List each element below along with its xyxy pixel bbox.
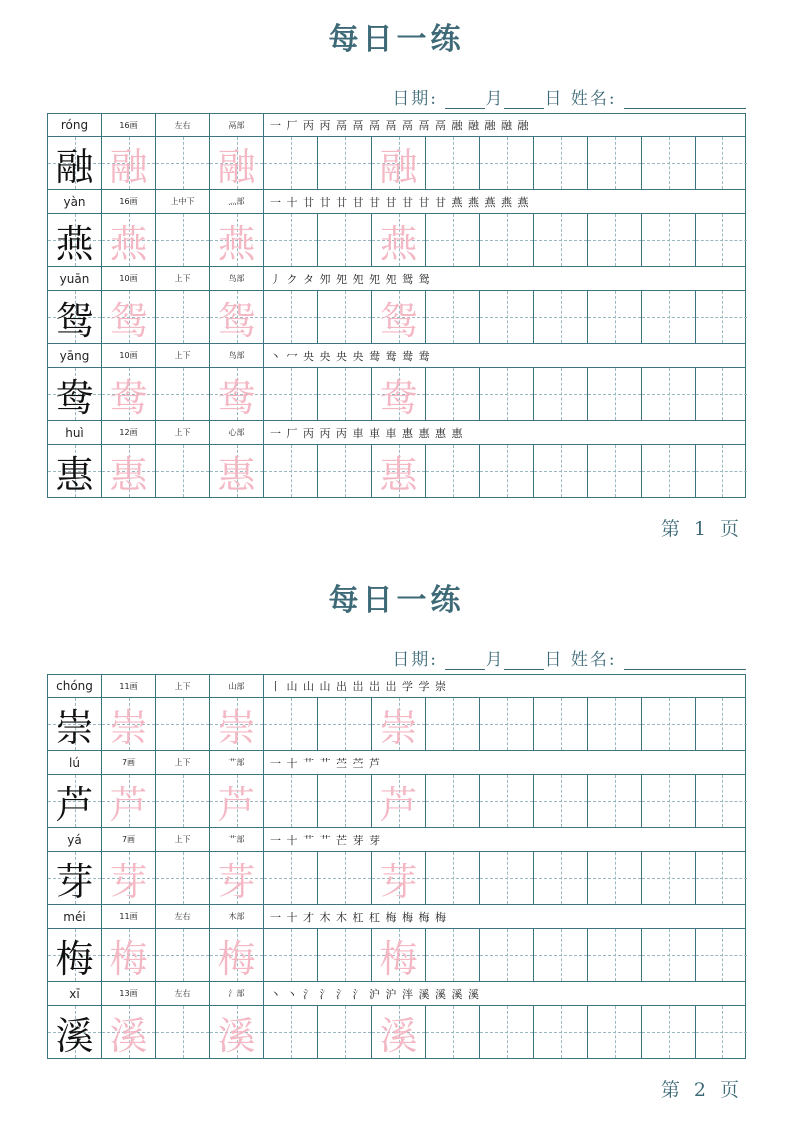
character-info-row bbox=[47, 828, 746, 851]
trace-character: 溪 bbox=[217, 1013, 256, 1058]
practice-box[interactable] bbox=[426, 445, 480, 497]
page-number: 第 2 页 bbox=[660, 1079, 743, 1101]
practice-box[interactable] bbox=[210, 368, 264, 420]
writing-box-row bbox=[47, 213, 746, 267]
practice-box[interactable] bbox=[102, 214, 156, 266]
pinyin-label: huì bbox=[48, 421, 102, 444]
practice-grid bbox=[47, 113, 746, 498]
character-info-row bbox=[47, 674, 746, 697]
practice-box[interactable] bbox=[372, 775, 426, 827]
practice-box[interactable] bbox=[588, 445, 642, 497]
practice-box[interactable] bbox=[696, 698, 747, 750]
practice-box[interactable] bbox=[264, 852, 318, 904]
radical-label: 心部 bbox=[210, 421, 264, 444]
model-character-box bbox=[48, 368, 102, 420]
practice-box[interactable] bbox=[156, 929, 210, 981]
radical-label: 灬部 bbox=[210, 190, 264, 213]
day-blank[interactable] bbox=[504, 653, 544, 670]
practice-box[interactable] bbox=[264, 775, 318, 827]
trace-character: 芦 bbox=[217, 782, 256, 827]
practice-box[interactable] bbox=[318, 445, 372, 497]
radical-label: 艹部 bbox=[210, 828, 264, 851]
date-name-line bbox=[392, 645, 746, 670]
model-character-box bbox=[48, 775, 102, 827]
month-blank[interactable] bbox=[445, 653, 485, 670]
trace-character: 芦 bbox=[109, 782, 148, 827]
practice-box[interactable] bbox=[156, 214, 210, 266]
pinyin-label: yá bbox=[48, 828, 102, 851]
practice-box[interactable] bbox=[426, 1006, 480, 1058]
practice-box[interactable] bbox=[210, 445, 264, 497]
practice-box[interactable] bbox=[156, 698, 210, 750]
model-character-box bbox=[48, 698, 102, 750]
trace-character: 鸳 bbox=[379, 298, 418, 343]
trace-character: 鸯 bbox=[379, 375, 418, 420]
practice-box[interactable] bbox=[372, 291, 426, 343]
practice-box[interactable] bbox=[480, 368, 534, 420]
model-character-box bbox=[48, 214, 102, 266]
stroke-count-label: 13画 bbox=[102, 982, 156, 1005]
structure-label: 上下 bbox=[156, 751, 210, 774]
date-name-line bbox=[392, 84, 746, 109]
writing-box-row bbox=[47, 136, 746, 190]
practice-box[interactable] bbox=[264, 1006, 318, 1058]
trace-character: 芽 bbox=[217, 859, 256, 904]
practice-box[interactable] bbox=[426, 852, 480, 904]
radical-label: 鸟部 bbox=[210, 267, 264, 290]
practice-box[interactable] bbox=[210, 291, 264, 343]
day-label: 日 bbox=[544, 89, 564, 109]
stroke-order-sequence: 丶 冖 央 央 央 央 鸯 鸯 鸯 鸯 bbox=[270, 349, 431, 363]
practice-box[interactable] bbox=[588, 137, 642, 189]
practice-box[interactable] bbox=[318, 137, 372, 189]
trace-character: 梅 bbox=[109, 936, 148, 981]
practice-box[interactable] bbox=[588, 291, 642, 343]
practice-box[interactable] bbox=[426, 137, 480, 189]
trace-character: 鸳 bbox=[109, 298, 148, 343]
practice-box[interactable] bbox=[480, 852, 534, 904]
practice-box[interactable] bbox=[642, 929, 696, 981]
model-character: 惠 bbox=[55, 452, 94, 497]
date-label: 日期: bbox=[392, 650, 439, 670]
practice-box[interactable] bbox=[102, 445, 156, 497]
character-info-row bbox=[47, 905, 746, 928]
structure-label: 上中下 bbox=[156, 190, 210, 213]
stroke-count-label: 7画 bbox=[102, 828, 156, 851]
practice-box[interactable] bbox=[534, 929, 588, 981]
practice-box[interactable] bbox=[534, 775, 588, 827]
practice-box[interactable] bbox=[642, 214, 696, 266]
structure-label: 左右 bbox=[156, 114, 210, 137]
page-number: 第 1 页 bbox=[660, 518, 743, 540]
practice-box[interactable] bbox=[696, 775, 747, 827]
practice-box[interactable] bbox=[372, 1006, 426, 1058]
stroke-count-label: 10画 bbox=[102, 267, 156, 290]
model-character: 崇 bbox=[55, 705, 94, 750]
character-info-row bbox=[47, 190, 746, 213]
practice-box[interactable] bbox=[696, 929, 747, 981]
pinyin-label: méi bbox=[48, 905, 102, 928]
practice-box[interactable] bbox=[210, 929, 264, 981]
trace-character: 芽 bbox=[379, 859, 418, 904]
practice-box[interactable] bbox=[102, 698, 156, 750]
practice-box[interactable] bbox=[102, 137, 156, 189]
pinyin-label: yàn bbox=[48, 190, 102, 213]
practice-box[interactable] bbox=[372, 445, 426, 497]
date-label: 日期: bbox=[392, 89, 439, 109]
practice-box[interactable] bbox=[642, 852, 696, 904]
day-label: 日 bbox=[544, 650, 564, 670]
practice-box[interactable] bbox=[210, 214, 264, 266]
writing-box-row bbox=[47, 367, 746, 421]
practice-box[interactable] bbox=[372, 214, 426, 266]
practice-box[interactable] bbox=[480, 929, 534, 981]
practice-box[interactable] bbox=[264, 929, 318, 981]
practice-box[interactable] bbox=[264, 698, 318, 750]
practice-box[interactable] bbox=[696, 368, 747, 420]
radical-label: 山部 bbox=[210, 675, 264, 698]
stroke-order-sequence: 丶 丶 氵 氵 氵 氵 沪 沪 泮 溪 溪 溪 溪 bbox=[270, 987, 480, 1001]
character-info-row bbox=[47, 751, 746, 774]
practice-box[interactable] bbox=[534, 368, 588, 420]
model-character-box bbox=[48, 929, 102, 981]
trace-character: 溪 bbox=[379, 1013, 418, 1058]
structure-label: 左右 bbox=[156, 905, 210, 928]
practice-box[interactable] bbox=[480, 1006, 534, 1058]
trace-character: 燕 bbox=[217, 221, 256, 266]
practice-box[interactable] bbox=[696, 1006, 747, 1058]
practice-box[interactable] bbox=[102, 1006, 156, 1058]
character-entry bbox=[47, 982, 746, 1059]
stroke-count-label: 11画 bbox=[102, 905, 156, 928]
name-label: 姓名: bbox=[570, 89, 617, 109]
character-info-row bbox=[47, 344, 746, 367]
pinyin-label: yuān bbox=[48, 267, 102, 290]
practice-box[interactable] bbox=[156, 775, 210, 827]
practice-box[interactable] bbox=[480, 137, 534, 189]
model-character: 芦 bbox=[55, 782, 94, 827]
stroke-count-label: 12画 bbox=[102, 421, 156, 444]
radical-label: 鸟部 bbox=[210, 344, 264, 367]
name-label: 姓名: bbox=[570, 650, 617, 670]
structure-label: 上下 bbox=[156, 675, 210, 698]
practice-box[interactable] bbox=[372, 368, 426, 420]
character-entry bbox=[47, 267, 746, 344]
model-character: 燕 bbox=[55, 221, 94, 266]
pinyin-label: xī bbox=[48, 982, 102, 1005]
practice-box[interactable] bbox=[534, 137, 588, 189]
trace-character: 鸯 bbox=[109, 375, 148, 420]
trace-character: 崇 bbox=[109, 705, 148, 750]
practice-box[interactable] bbox=[156, 368, 210, 420]
practice-box[interactable] bbox=[264, 445, 318, 497]
radical-label: 木部 bbox=[210, 905, 264, 928]
practice-box[interactable] bbox=[642, 1006, 696, 1058]
stroke-count-label: 16画 bbox=[102, 190, 156, 213]
structure-label: 上下 bbox=[156, 344, 210, 367]
model-character: 鸳 bbox=[55, 298, 94, 343]
trace-character: 溪 bbox=[109, 1013, 148, 1058]
practice-box[interactable] bbox=[480, 775, 534, 827]
practice-box[interactable] bbox=[264, 214, 318, 266]
pinyin-label: lú bbox=[48, 751, 102, 774]
practice-box[interactable] bbox=[426, 291, 480, 343]
name-blank[interactable] bbox=[624, 92, 746, 109]
stroke-count-label: 11画 bbox=[102, 675, 156, 698]
practice-box[interactable] bbox=[210, 137, 264, 189]
structure-label: 上下 bbox=[156, 267, 210, 290]
writing-box-row bbox=[47, 444, 746, 498]
stroke-order-sequence: 丨 山 山 山 出 岀 岀 岀 学 学 崇 bbox=[270, 680, 447, 693]
trace-character: 惠 bbox=[217, 452, 256, 497]
page-title: 每日一练 bbox=[328, 22, 465, 57]
practice-box[interactable] bbox=[372, 852, 426, 904]
pinyin-label: yāng bbox=[48, 344, 102, 367]
practice-box[interactable] bbox=[102, 368, 156, 420]
practice-box[interactable] bbox=[588, 698, 642, 750]
character-entry bbox=[47, 344, 746, 421]
model-character: 鸯 bbox=[55, 375, 94, 420]
character-entry bbox=[47, 674, 746, 751]
practice-box[interactable] bbox=[426, 698, 480, 750]
practice-box[interactable] bbox=[588, 929, 642, 981]
practice-grid bbox=[47, 674, 746, 1059]
model-character-box bbox=[48, 852, 102, 904]
practice-box[interactable] bbox=[534, 852, 588, 904]
practice-box[interactable] bbox=[156, 291, 210, 343]
structure-label: 上下 bbox=[156, 421, 210, 444]
trace-character: 梅 bbox=[379, 936, 418, 981]
practice-box[interactable] bbox=[534, 1006, 588, 1058]
practice-box[interactable] bbox=[156, 1006, 210, 1058]
practice-box[interactable] bbox=[210, 1006, 264, 1058]
practice-box[interactable] bbox=[372, 698, 426, 750]
practice-box[interactable] bbox=[534, 698, 588, 750]
trace-character: 芦 bbox=[379, 782, 418, 827]
practice-box[interactable] bbox=[102, 852, 156, 904]
practice-box[interactable] bbox=[372, 137, 426, 189]
character-entry bbox=[47, 190, 746, 267]
character-entry bbox=[47, 828, 746, 905]
practice-box[interactable] bbox=[318, 1006, 372, 1058]
trace-character: 崇 bbox=[217, 705, 256, 750]
character-entry bbox=[47, 905, 746, 982]
character-entry bbox=[47, 113, 746, 190]
practice-box[interactable] bbox=[102, 291, 156, 343]
practice-box[interactable] bbox=[588, 775, 642, 827]
practice-box[interactable] bbox=[588, 368, 642, 420]
stroke-order-sequence: 一 厂 丙 丙 鬲 鬲 鬲 鬲 鬲 鬲 鬲 融 融 融 融 融 bbox=[270, 119, 530, 132]
practice-box[interactable] bbox=[318, 291, 372, 343]
trace-character: 融 bbox=[109, 144, 148, 189]
model-character-box bbox=[48, 445, 102, 497]
trace-character: 惠 bbox=[109, 452, 148, 497]
practice-box[interactable] bbox=[318, 852, 372, 904]
stroke-order-sequence: 一 十 才 木 木 杠 杠 梅 梅 梅 梅 bbox=[270, 910, 447, 924]
pinyin-label: chóng bbox=[48, 675, 102, 698]
writing-box-row bbox=[47, 290, 746, 344]
practice-box[interactable] bbox=[426, 214, 480, 266]
radical-label: 鬲部 bbox=[210, 114, 264, 137]
practice-box[interactable] bbox=[588, 214, 642, 266]
stroke-order-sequence: 丿 ク タ 夘 夗 夗 夗 夗 鸳 鸳 bbox=[270, 272, 431, 286]
practice-box[interactable] bbox=[318, 214, 372, 266]
trace-character: 燕 bbox=[109, 221, 148, 266]
model-character-box bbox=[48, 291, 102, 343]
practice-box[interactable] bbox=[696, 214, 747, 266]
trace-character: 融 bbox=[379, 144, 418, 189]
practice-box[interactable] bbox=[696, 291, 747, 343]
stroke-order-sequence: 一 厂 丙 丙 丙 車 車 車 惠 惠 惠 惠 bbox=[270, 426, 464, 440]
model-character-box bbox=[48, 137, 102, 189]
practice-box[interactable] bbox=[210, 852, 264, 904]
day-blank[interactable] bbox=[504, 92, 544, 109]
writing-box-row bbox=[47, 851, 746, 905]
month-blank[interactable] bbox=[445, 92, 485, 109]
model-character: 梅 bbox=[55, 936, 94, 981]
practice-box[interactable] bbox=[534, 291, 588, 343]
practice-box[interactable] bbox=[264, 291, 318, 343]
character-entry bbox=[47, 421, 746, 498]
practice-box[interactable] bbox=[480, 698, 534, 750]
trace-character: 鸯 bbox=[217, 375, 256, 420]
practice-box[interactable] bbox=[210, 775, 264, 827]
trace-character: 崇 bbox=[379, 705, 418, 750]
pinyin-label: róng bbox=[48, 114, 102, 137]
model-character-box bbox=[48, 1006, 102, 1058]
practice-box[interactable] bbox=[696, 445, 747, 497]
practice-box[interactable] bbox=[264, 137, 318, 189]
practice-box[interactable] bbox=[480, 291, 534, 343]
practice-box[interactable] bbox=[156, 852, 210, 904]
practice-box[interactable] bbox=[210, 698, 264, 750]
practice-box[interactable] bbox=[426, 775, 480, 827]
practice-box[interactable] bbox=[696, 852, 747, 904]
character-info-row bbox=[47, 421, 746, 444]
practice-box[interactable] bbox=[696, 137, 747, 189]
structure-label: 左右 bbox=[156, 982, 210, 1005]
practice-box[interactable] bbox=[480, 214, 534, 266]
practice-box[interactable] bbox=[588, 852, 642, 904]
radical-label: 氵部 bbox=[210, 982, 264, 1005]
practice-box[interactable] bbox=[426, 929, 480, 981]
practice-box[interactable] bbox=[480, 445, 534, 497]
practice-box[interactable] bbox=[534, 445, 588, 497]
practice-box[interactable] bbox=[642, 698, 696, 750]
trace-character: 梅 bbox=[217, 936, 256, 981]
writing-box-row bbox=[47, 774, 746, 828]
stroke-count-label: 7画 bbox=[102, 751, 156, 774]
model-character: 芽 bbox=[55, 859, 94, 904]
stroke-order-sequence: 一 十 艹 艹 苎 苎 芦 bbox=[270, 756, 381, 770]
trace-character: 融 bbox=[217, 144, 256, 189]
trace-character: 鸳 bbox=[217, 298, 256, 343]
writing-box-row bbox=[47, 697, 746, 751]
stroke-order-sequence: 一 十 艹 艹 芒 芽 芽 bbox=[270, 833, 381, 847]
stroke-order-sequence: 一 十 廿 廿 廿 甘 甘 甘 甘 甘 甘 燕 燕 燕 燕 燕 bbox=[270, 195, 530, 209]
trace-character: 芽 bbox=[109, 859, 148, 904]
month-label: 月 bbox=[485, 650, 505, 670]
stroke-count-label: 10画 bbox=[102, 344, 156, 367]
structure-label: 上下 bbox=[156, 828, 210, 851]
model-character: 溪 bbox=[55, 1013, 94, 1058]
practice-box[interactable] bbox=[426, 368, 480, 420]
writing-box-row bbox=[47, 928, 746, 982]
page-title: 每日一练 bbox=[328, 583, 465, 618]
practice-box[interactable] bbox=[102, 929, 156, 981]
practice-box[interactable] bbox=[318, 929, 372, 981]
practice-box[interactable] bbox=[642, 137, 696, 189]
practice-box[interactable] bbox=[102, 775, 156, 827]
writing-box-row bbox=[47, 1005, 746, 1059]
practice-box[interactable] bbox=[156, 137, 210, 189]
character-info-row bbox=[47, 267, 746, 290]
practice-box[interactable] bbox=[642, 368, 696, 420]
practice-box[interactable] bbox=[588, 1006, 642, 1058]
model-character: 融 bbox=[55, 144, 94, 189]
practice-box[interactable] bbox=[318, 698, 372, 750]
practice-box[interactable] bbox=[318, 368, 372, 420]
practice-box[interactable] bbox=[642, 291, 696, 343]
practice-box[interactable] bbox=[318, 775, 372, 827]
practice-box[interactable] bbox=[642, 775, 696, 827]
character-info-row bbox=[47, 982, 746, 1005]
practice-box[interactable] bbox=[534, 214, 588, 266]
worksheet-page bbox=[0, 561, 793, 1122]
name-blank[interactable] bbox=[624, 653, 746, 670]
practice-box[interactable] bbox=[264, 368, 318, 420]
character-info-row bbox=[47, 113, 746, 136]
trace-character: 惠 bbox=[379, 452, 418, 497]
trace-character: 燕 bbox=[379, 221, 418, 266]
month-label: 月 bbox=[485, 89, 505, 109]
character-entry bbox=[47, 751, 746, 828]
practice-box[interactable] bbox=[156, 445, 210, 497]
practice-box[interactable] bbox=[372, 929, 426, 981]
stroke-count-label: 16画 bbox=[102, 114, 156, 137]
practice-box[interactable] bbox=[642, 445, 696, 497]
radical-label: 艹部 bbox=[210, 751, 264, 774]
